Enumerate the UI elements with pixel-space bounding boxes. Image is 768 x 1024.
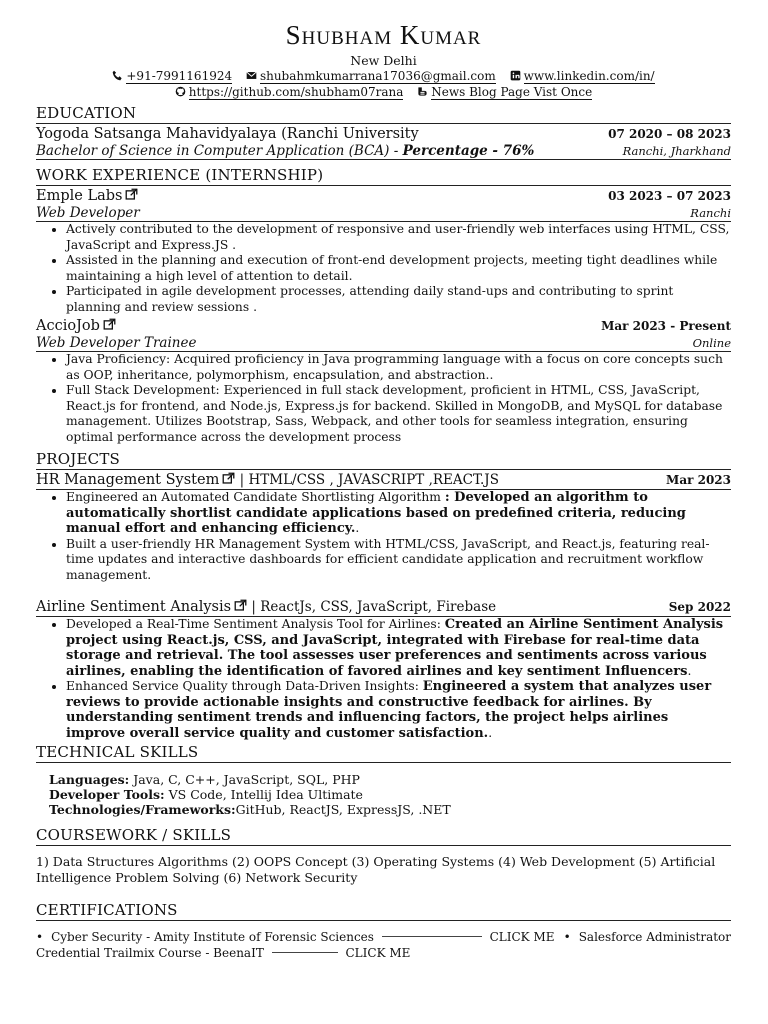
bullet-dot-icon: • [563, 930, 571, 944]
resume-page [36, 18, 731, 961]
project-date: Mar 2023 [666, 473, 731, 487]
school-name: Yogoda Satsanga Mahavidyalaya (Ranchi University [36, 126, 419, 142]
list-item: • Actively contributed to the development of responsive and user-friendly web interfaces using HTML, CSS, JavaScript and Express.JS . [66, 222, 731, 253]
project-date: Sep 2022 [668, 600, 731, 614]
project-name: HR Management System [36, 472, 220, 488]
blog-link[interactable]: News Blog Page Vist Once [431, 85, 593, 99]
github-icon [175, 86, 186, 97]
experience-heading: WORK EXPERIENCE (INTERNSHIP) [36, 166, 324, 184]
job-dates: 03 2023 – 07 2023 [608, 189, 731, 203]
certification-link[interactable]: CLICK ME [489, 930, 555, 944]
project-bullets-hr [36, 489, 731, 583]
project-tech: | ReactJs, CSS, JavaScript, Firebase [247, 599, 497, 615]
education-location: Ranchi, Jharkhand [622, 144, 731, 158]
envelope-icon [246, 70, 257, 81]
skills-heading: TECHNICAL SKILLS [36, 743, 731, 763]
bullet-dot-icon: • [36, 930, 44, 944]
project-tech: | HTML/CSS , JAVASCRIPT ,REACT.JS [235, 472, 499, 488]
skills-value: VS Code, Intellij Idea Ultimate [164, 787, 363, 802]
project-header-hr [36, 471, 731, 489]
certification-title: Salesforce Administrator [578, 930, 731, 944]
certification-title: Cyber Security - Amity Institute of Forensic Sciences [51, 930, 374, 944]
project-name: Airline Sentiment Analysis [36, 599, 232, 615]
bullet-plain: Enhanced Service Quality through Data-Driven Insights: [66, 679, 423, 693]
list-item: • Full Stack Development: Experienced in full stack development, proficient in HTML, CSS, JavaScript, React.js for frontend, and Node.js, Express.js for backend. Skilled in MongoDB, and MySQL for database management. Utilizes Bootstrap, Sass, Webpack, and other tools for seamless integration, ensuring optimal performance across the development process [66, 383, 731, 445]
certification-item [36, 929, 555, 945]
list-item [66, 537, 731, 584]
certification-link[interactable]: CLICK ME [345, 946, 411, 960]
bullet-bold: : Developed an algorithm to automatically shortlist candidate applications based on predefined criteria, reducing manual effort and enhancing efficiency. [66, 490, 686, 536]
linkedin-contact[interactable] [510, 68, 655, 84]
bullet-bold: Engineered a system that analyzes user reviews to provide actionable insights and constructive feedback for airlines. By understanding sentiment trends and influencing factors, the project helps airlines improve overall service quality and customer satisfaction. [66, 679, 712, 741]
job-header-acciojob [36, 317, 731, 335]
job-role-emple [36, 205, 731, 222]
certification-row-2 [36, 945, 731, 961]
bullet-tail: . [488, 725, 493, 740]
job-bullets-acciojob [36, 352, 731, 445]
bullet-plain: Developed a Real-Time Sentiment Analysis Tool for Airlines: [66, 617, 445, 631]
list-item [66, 490, 731, 537]
email-contact[interactable] [246, 68, 496, 84]
external-link-icon[interactable] [222, 472, 235, 485]
linkedin-icon [510, 70, 521, 81]
bullet-plain: Built a user-friendly HR Management System with HTML/CSS, JavaScript, and React.js, featuring real-time updates and interactive dashboards for efficient candidate application and recruitment workflow management. [66, 536, 710, 582]
list-item [66, 679, 731, 741]
job-location: Online [692, 336, 731, 350]
skills-label: Languages: [49, 772, 130, 787]
phone-link[interactable]: +91-7991161924 [126, 69, 233, 83]
bullet-tail: . [355, 521, 360, 535]
external-link-icon[interactable] [103, 318, 116, 331]
job-dates: Mar 2023 - Present [601, 319, 731, 333]
certification-item [564, 929, 731, 945]
leader-line [382, 936, 482, 937]
phone-contact[interactable] [112, 68, 232, 84]
job-header-emple [36, 185, 731, 205]
bullet-plain: Engineered an Automated Candidate Shortlisting Algorithm [66, 490, 445, 504]
candidate-name: Shubham Kumar [285, 20, 482, 50]
leader-line [272, 952, 338, 953]
coursework-heading: COURSEWORK / SKILLS [36, 826, 731, 846]
projects-heading: PROJECTS [36, 450, 731, 470]
external-link-icon[interactable] [125, 188, 138, 201]
education-heading: EDUCATION [36, 104, 731, 124]
job-bullets-emple [36, 222, 731, 315]
contact-line-2 [36, 84, 731, 100]
list-item: • Participated in agile development processes, attending daily stand-ups and contributing to sprint planning and review sessions . [66, 284, 731, 315]
certification-row-1 [36, 929, 731, 945]
bullet-tail: . [687, 663, 692, 678]
certification-title: Credential Trailmix Course - BeenaIT [36, 946, 264, 960]
skills-value: Java, C, C++, JavaScript, SQL, PHP [129, 772, 360, 787]
skills-label: Technologies/Frameworks: [49, 802, 236, 817]
candidate-city: New Delhi [350, 53, 417, 68]
education-detail [36, 143, 731, 160]
coursework-text: 1) Data Structures Algorithms (2) OOPS Concept (3) Operating Systems (4) Web Development (5) Artificial Intelligence Problem Solving (6) Network Security [36, 854, 716, 885]
list-item: • Assisted in the planning and execution of front-end development projects, meeting tight deadlines while maintaining a high level of attention to detail. [66, 253, 731, 284]
github-link[interactable]: https://github.com/shubham07rana [188, 85, 404, 99]
skills-label: Developer Tools: [49, 787, 165, 802]
bullet-bold: Created an Airline Sentiment Analysis project using React.js, CSS, and JavaScript, integrated with Firebase for real-time data storage and retrieval. The tool assesses user preferences and sentiments across various airlines, enabling the identification of favored airlines and key sentiment Influencers [66, 617, 724, 679]
company-name: AccioJob [36, 318, 100, 334]
skills-row-languages [49, 772, 731, 787]
job-role-acciojob [36, 335, 731, 352]
skills-row-frameworks [49, 802, 731, 817]
phone-icon [112, 70, 123, 81]
project-title-hr[interactable] [36, 471, 499, 489]
github-contact[interactable] [175, 84, 404, 100]
company-emple-labs[interactable] [36, 187, 138, 205]
blog-contact[interactable] [417, 84, 592, 100]
project-header-airline [36, 598, 731, 616]
list-item: • Java Proficiency: Acquired proficiency in Java programming language with a focus on core concepts such as OOP, inheritance, polymorphism, encapsulation, and abstraction.. [66, 352, 731, 383]
company-name: Emple Labs [36, 188, 123, 204]
skills-row-tools [49, 787, 731, 802]
education-dates: 07 2020 – 08 2023 [608, 127, 731, 141]
certifications-list [36, 929, 731, 961]
job-location: Ranchi [690, 206, 731, 220]
skills-value: GitHub, ReactJS, ExpressJS, .NET [235, 802, 451, 817]
degree-percentage: Percentage - 76% [402, 143, 535, 159]
degree-name: Bachelor of Science in Computer Application (BCA) - [36, 143, 403, 159]
project-title-airline[interactable] [36, 598, 496, 616]
company-acciojob[interactable] [36, 317, 116, 335]
linkedin-link[interactable]: www.linkedin.com/in/ [523, 69, 655, 83]
certifications-heading: CERTIFICATIONS [36, 901, 731, 921]
skills-list [36, 772, 731, 817]
blogger-icon [417, 86, 428, 97]
job-role: Web Developer Trainee [36, 335, 197, 351]
contact-line-1 [36, 68, 731, 84]
education-entry [36, 125, 731, 143]
email-link[interactable]: shubahmkumarrana17036@gmail.com [259, 69, 496, 83]
external-link-icon[interactable] [234, 599, 247, 612]
degree-line [36, 143, 534, 159]
list-item [66, 617, 731, 679]
job-role: Web Developer [36, 205, 140, 221]
project-bullets-airline [36, 616, 731, 741]
